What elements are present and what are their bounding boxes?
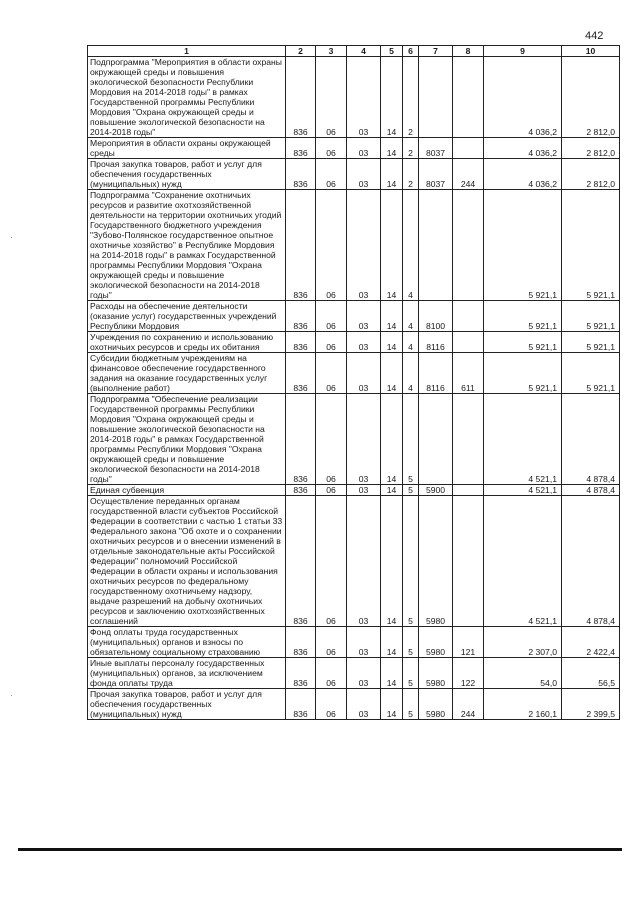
cell-c2: 836: [286, 159, 316, 190]
row-name: Учреждения по сохранению и использованию охотничьих ресурсов и среды их обитания: [88, 332, 286, 353]
column-header: 6: [403, 46, 419, 57]
cell-c8: [453, 57, 484, 138]
column-header: 1: [88, 46, 286, 57]
cell-c7: 5980: [419, 627, 453, 658]
column-header: 2: [286, 46, 316, 57]
cell-c8: 244: [453, 689, 484, 720]
scan-mark: ·: [10, 690, 13, 700]
cell-c4: 03: [347, 138, 381, 159]
cell-c7: 8100: [419, 301, 453, 332]
cell-c5: 14: [381, 496, 403, 627]
cell-c5: 14: [381, 190, 403, 301]
cell-c2: 836: [286, 658, 316, 689]
table-row: [88, 159, 620, 190]
row-name: Фонд оплаты труда государственных (муниципальных) органов и взносы по обязательному социальному страхованию: [88, 627, 286, 658]
cell-c7: 5980: [419, 689, 453, 720]
cell-c10: 5 921,1: [562, 301, 620, 332]
cell-c10: 4 878,4: [562, 394, 620, 485]
cell-c3: 06: [316, 138, 347, 159]
cell-c6: 2: [403, 138, 419, 159]
cell-c6: 5: [403, 689, 419, 720]
cell-c2: 836: [286, 496, 316, 627]
cell-c10: 5 921,1: [562, 332, 620, 353]
cell-c6: 4: [403, 190, 419, 301]
cell-c2: 836: [286, 138, 316, 159]
cell-c9: 4 036,2: [484, 138, 562, 159]
table-row: [88, 627, 620, 658]
cell-c4: 03: [347, 689, 381, 720]
cell-c7: 5900: [419, 485, 453, 496]
row-name: Подпрограмма "Мероприятия в области охраны окружающей среды и повышения экологической безопасности Республики Мордовия на 2014-2018 годы" в рамках Государственной программы Республики Мордовия "Охрана окружающей среды и повышение экологической безопасности на 2014-2018 годы": [88, 57, 286, 138]
cell-c9: 5 921,1: [484, 332, 562, 353]
cell-c3: 06: [316, 658, 347, 689]
cell-c3: 06: [316, 627, 347, 658]
cell-c5: 14: [381, 485, 403, 496]
cell-c10: 5 921,1: [562, 190, 620, 301]
cell-c3: 06: [316, 689, 347, 720]
cell-c10: 5 921,1: [562, 353, 620, 394]
cell-c8: 121: [453, 627, 484, 658]
column-header: 5: [381, 46, 403, 57]
cell-c5: 14: [381, 353, 403, 394]
cell-c5: 14: [381, 138, 403, 159]
cell-c4: 03: [347, 658, 381, 689]
row-name: Иные выплаты персоналу государственных (муниципальных) органов, за исключением фонда оплаты труда: [88, 658, 286, 689]
column-header: 9: [484, 46, 562, 57]
cell-c5: 14: [381, 159, 403, 190]
table-row: [88, 658, 620, 689]
cell-c9: 5 921,1: [484, 190, 562, 301]
table-row: [88, 689, 620, 720]
cell-c3: 06: [316, 485, 347, 496]
cell-c7: 8116: [419, 353, 453, 394]
table-row: [88, 485, 620, 496]
cell-c4: 03: [347, 301, 381, 332]
cell-c7: 5980: [419, 658, 453, 689]
table-row: [88, 394, 620, 485]
row-name: Прочая закупка товаров, работ и услуг для обеспечения государственных (муниципальных) нужд: [88, 689, 286, 720]
cell-c3: 06: [316, 57, 347, 138]
cell-c2: 836: [286, 485, 316, 496]
cell-c2: 836: [286, 627, 316, 658]
cell-c8: [453, 190, 484, 301]
page-number: 442: [585, 30, 604, 42]
cell-c5: 14: [381, 689, 403, 720]
row-name: Мероприятия в области охраны окружающей среды: [88, 138, 286, 159]
cell-c4: 03: [347, 353, 381, 394]
cell-c9: 2 160,1: [484, 689, 562, 720]
column-header: 3: [316, 46, 347, 57]
column-header: 4: [347, 46, 381, 57]
cell-c6: 4: [403, 332, 419, 353]
table-row: [88, 190, 620, 301]
cell-c9: 54,0: [484, 658, 562, 689]
cell-c2: 836: [286, 301, 316, 332]
cell-c7: 8037: [419, 159, 453, 190]
cell-c6: 5: [403, 394, 419, 485]
cell-c7: 5980: [419, 496, 453, 627]
cell-c5: 14: [381, 627, 403, 658]
cell-c4: 03: [347, 57, 381, 138]
cell-c3: 06: [316, 159, 347, 190]
cell-c8: [453, 332, 484, 353]
cell-c2: 836: [286, 190, 316, 301]
cell-c5: 14: [381, 301, 403, 332]
cell-c8: 244: [453, 159, 484, 190]
cell-c7: 8037: [419, 138, 453, 159]
cell-c9: 5 921,1: [484, 353, 562, 394]
table-row: [88, 301, 620, 332]
cell-c6: 5: [403, 658, 419, 689]
cell-c10: 2 812,0: [562, 138, 620, 159]
header-row: [88, 46, 620, 57]
cell-c10: 2 812,0: [562, 57, 620, 138]
row-name: Субсидии бюджетным учреждениям на финансовое обеспечение государственного задания на оказание государственных услуг (выполнение работ): [88, 353, 286, 394]
cell-c3: 06: [316, 332, 347, 353]
cell-c4: 03: [347, 332, 381, 353]
cell-c4: 03: [347, 627, 381, 658]
cell-c6: 5: [403, 627, 419, 658]
cell-c4: 03: [347, 394, 381, 485]
cell-c2: 836: [286, 57, 316, 138]
cell-c9: 4 036,2: [484, 57, 562, 138]
cell-c8: 122: [453, 658, 484, 689]
cell-c3: 06: [316, 353, 347, 394]
cell-c10: 4 878,4: [562, 485, 620, 496]
column-header: 8: [453, 46, 484, 57]
cell-c3: 06: [316, 301, 347, 332]
row-name: Прочая закупка товаров, работ и услуг для обеспечения государственных (муниципальных) нужд: [88, 159, 286, 190]
cell-c9: 4 521,1: [484, 394, 562, 485]
cell-c5: 14: [381, 332, 403, 353]
cell-c8: [453, 485, 484, 496]
cell-c6: 5: [403, 496, 419, 627]
row-name: Осуществление переданных органам государственной власти субъектов Российской Федерации в соответствии с частью 1 статьи 33 Федерального закона "Об охоте и о сохранении охотничьих ресурсов и о внесении изменений в отдельные законодательные акты Российской Федерации" полномочий Российской Федерации в области охраны и использования охотничьих ресурсов по федеральному государственному охотничьему надзору, выдаче разрешений на добычу охотничьих ресурсов и заключению охотхозяйственных соглашений: [88, 496, 286, 627]
budget-table: [87, 45, 620, 720]
table-row: [88, 138, 620, 159]
cell-c7: [419, 394, 453, 485]
cell-c3: 06: [316, 394, 347, 485]
cell-c9: 4 036,2: [484, 159, 562, 190]
cell-c8: [453, 394, 484, 485]
cell-c5: 14: [381, 57, 403, 138]
cell-c9: 5 921,1: [484, 301, 562, 332]
cell-c10: 2 422,4: [562, 627, 620, 658]
cell-c9: 4 521,1: [484, 496, 562, 627]
cell-c9: 4 521,1: [484, 485, 562, 496]
cell-c9: 2 307,0: [484, 627, 562, 658]
cell-c8: [453, 138, 484, 159]
cell-c2: 836: [286, 332, 316, 353]
cell-c7: 8116: [419, 332, 453, 353]
cell-c6: 5: [403, 485, 419, 496]
cell-c8: [453, 496, 484, 627]
cell-c6: 2: [403, 57, 419, 138]
cell-c7: [419, 57, 453, 138]
cell-c8: 611: [453, 353, 484, 394]
table-row: [88, 332, 620, 353]
row-name: Единая субвенция: [88, 485, 286, 496]
cell-c4: 03: [347, 190, 381, 301]
cell-c10: 56,5: [562, 658, 620, 689]
cell-c4: 03: [347, 159, 381, 190]
row-name: Расходы на обеспечение деятельности (оказание услуг) государственных учреждений Республики Мордовия: [88, 301, 286, 332]
cell-c3: 06: [316, 496, 347, 627]
cell-c6: 4: [403, 353, 419, 394]
row-name: Подпрограмма "Сохранение охотничьих ресурсов и развитие охотхозяйственной деятельности на территории охотничьих угодий Государственного бюджетного учреждения "Зубово-Полянское государственное опытное охотничье хозяйство" в Республике Мордовия на 2014-2018 годы" в рамках Государственной программы Республики Мордовия "Охрана окружающей среды и повышение экологической безопасности на 2014-2018 годы": [88, 190, 286, 301]
cell-c5: 14: [381, 394, 403, 485]
table-row: [88, 496, 620, 627]
table-row: [88, 57, 620, 138]
cell-c10: 4 878,4: [562, 496, 620, 627]
cell-c2: 836: [286, 689, 316, 720]
cell-c7: [419, 190, 453, 301]
cell-c6: 2: [403, 159, 419, 190]
bottom-rule: [18, 848, 622, 851]
row-name: Подпрограмма "Обеспечение реализации Государственной программы Республики Мордовия "Охрана окружающей среды и повышение экологической безопасности на 2014-2018 годы" в рамках Государственной программы Республики Мордовия "Охрана окружающей среды и повышение экологической безопасности на 2014-2018 годы": [88, 394, 286, 485]
cell-c4: 03: [347, 485, 381, 496]
cell-c2: 836: [286, 394, 316, 485]
cell-c4: 03: [347, 496, 381, 627]
cell-c8: [453, 301, 484, 332]
scan-mark: ·: [10, 232, 13, 242]
cell-c2: 836: [286, 353, 316, 394]
table-row: [88, 353, 620, 394]
cell-c6: 4: [403, 301, 419, 332]
cell-c10: 2 812,0: [562, 159, 620, 190]
column-header: 7: [419, 46, 453, 57]
cell-c3: 06: [316, 190, 347, 301]
cell-c10: 2 399,5: [562, 689, 620, 720]
cell-c5: 14: [381, 658, 403, 689]
column-header: 10: [562, 46, 620, 57]
